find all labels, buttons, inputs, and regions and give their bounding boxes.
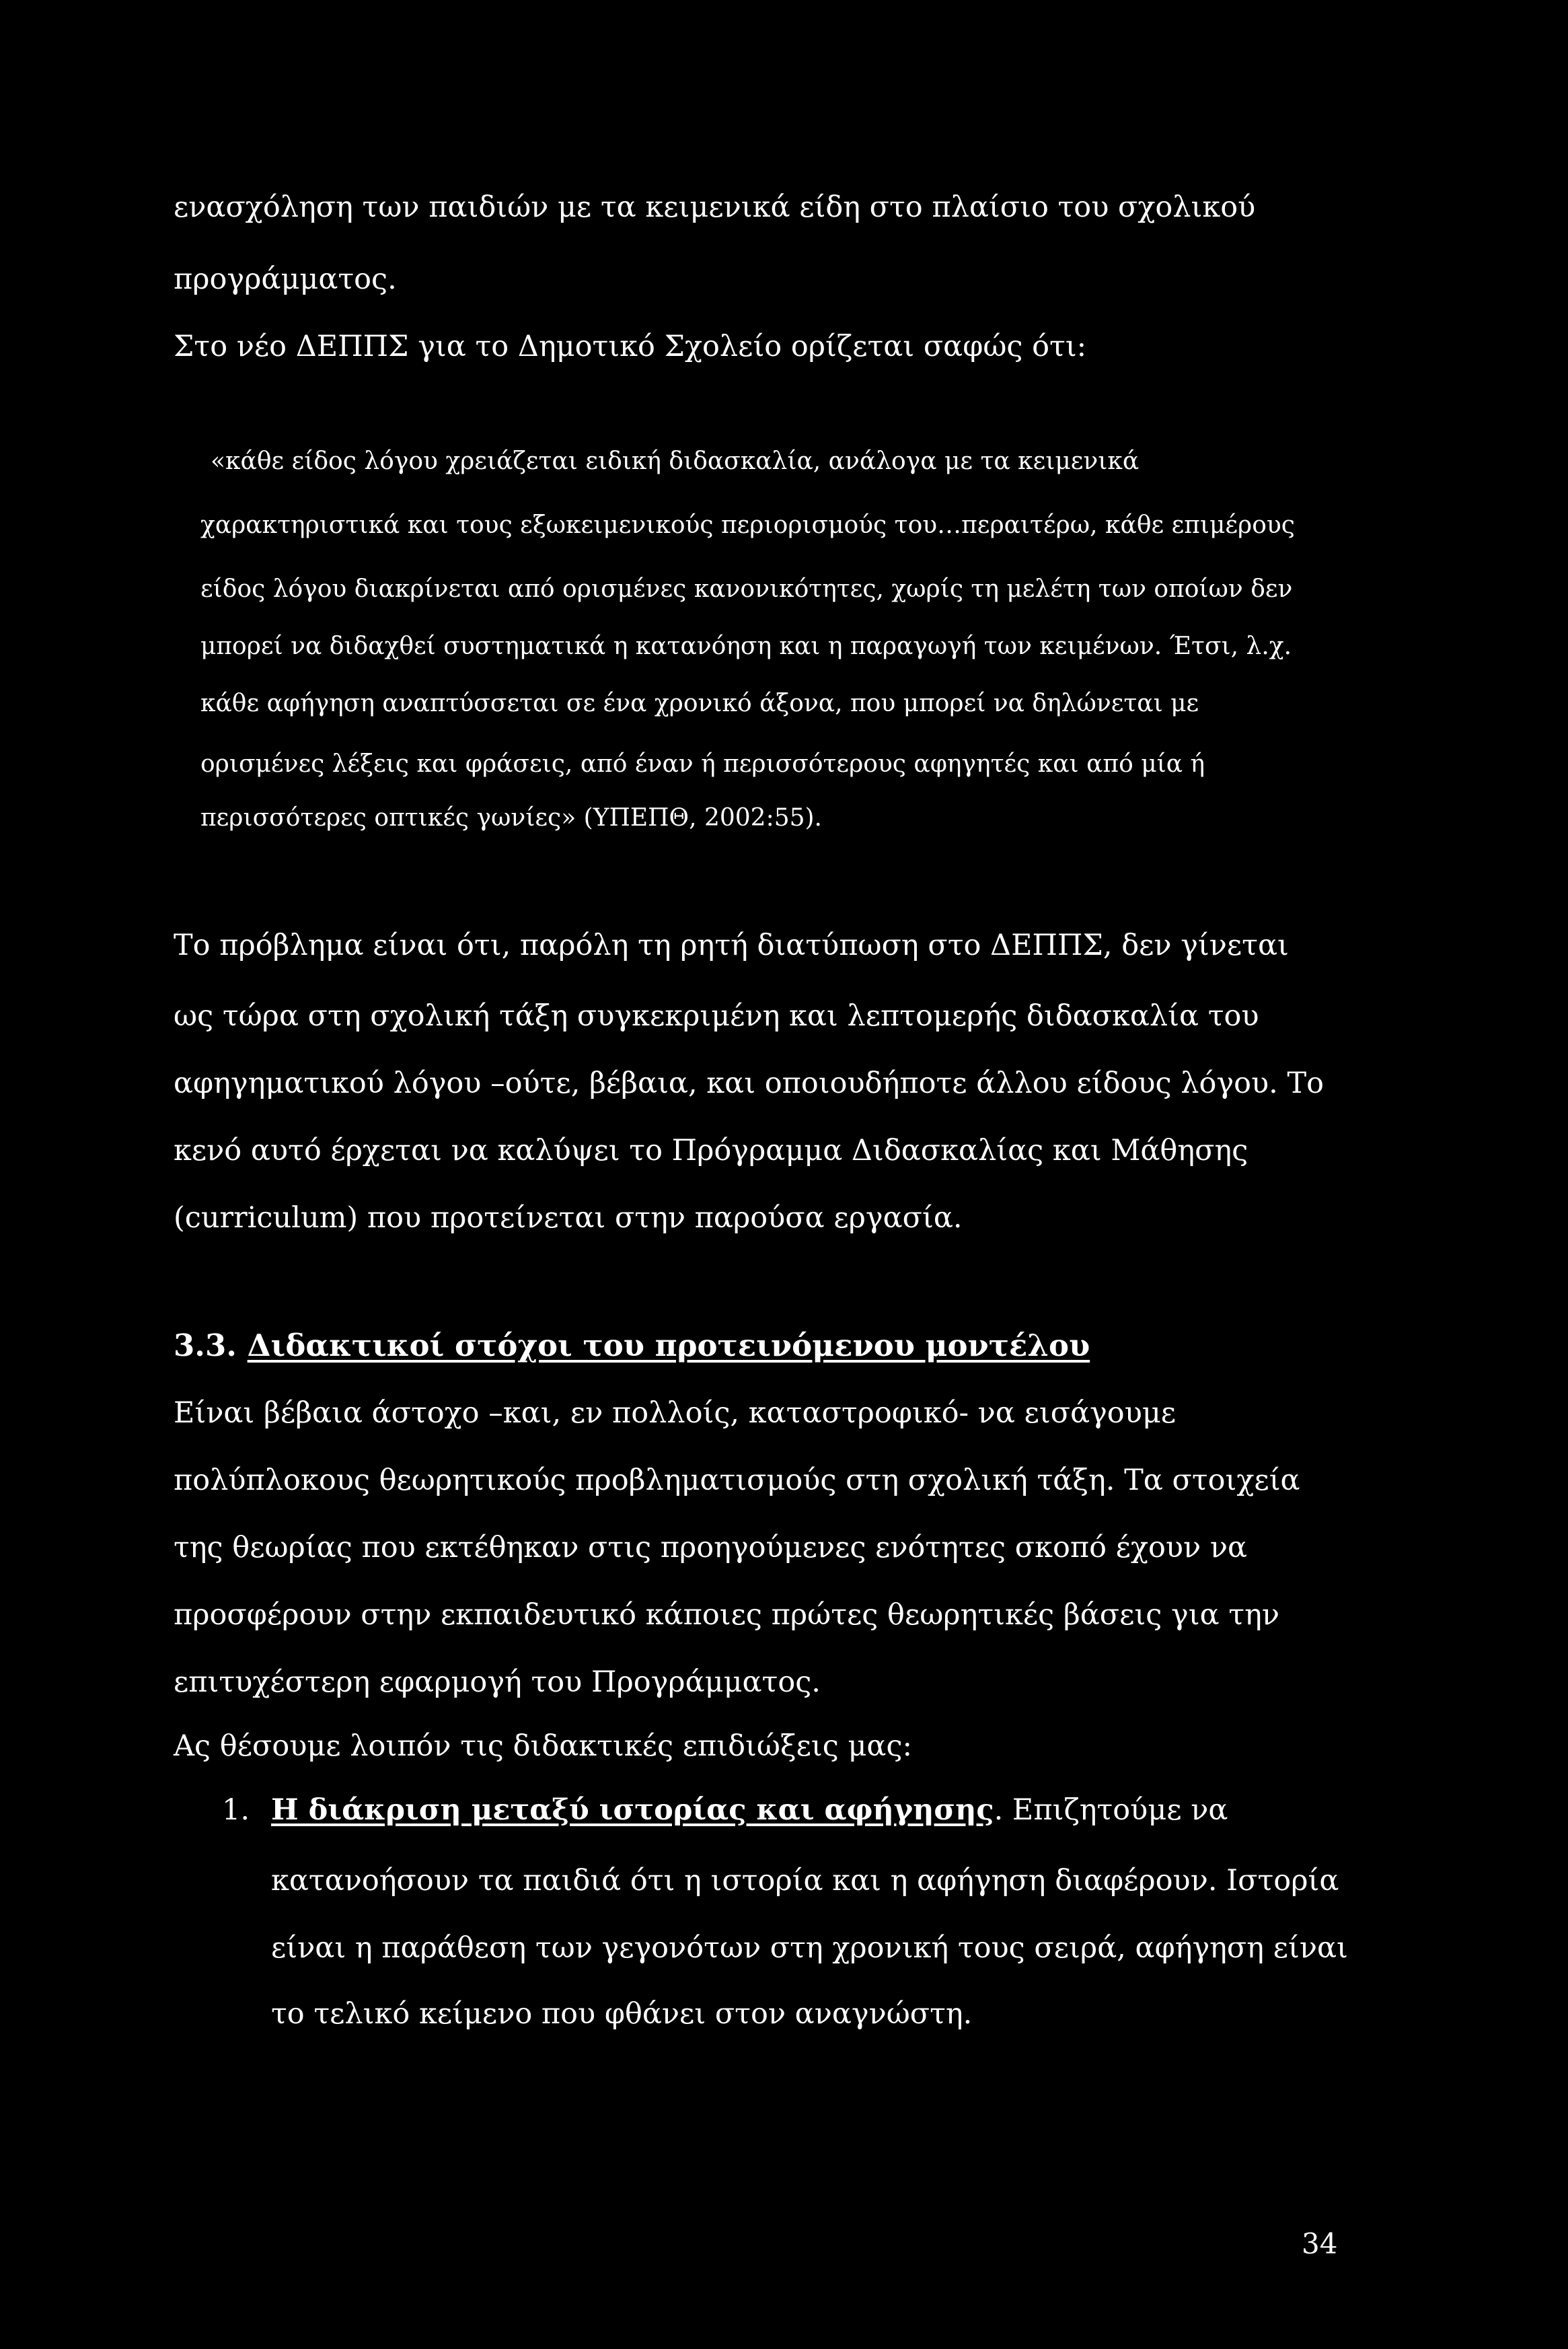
section-line: προσφέρουν στην εκπαιδευτικό κάποιες πρώτες θεωρητικές βάσεις για την	[174, 1598, 1279, 1632]
intro-line-1: ενασχόληση των παιδιών με τα κειμενικά είδη στο πλαίσιο του σχολικού	[174, 190, 1256, 224]
section-line: Είναι βέβαια άστοχο –και, εν πολλοίς, καταστροφικό- να εισάγουμε	[174, 1396, 1177, 1430]
list-item-rest: . Επιζητούμε να	[994, 1793, 1228, 1827]
list-item-line: το τελικό κείμενο που φθάνει στον αναγνώστη.	[271, 1997, 973, 2031]
paragraph-line: αφηγηματικού λόγου –ούτε, βέβαια, και οποιουδήποτε άλλου είδους λόγου. Το	[174, 1067, 1324, 1100]
list-item-line: είναι η παράθεση των γεγονότων στη χρονική τους σειρά, αφήγηση είναι	[271, 1931, 1348, 1965]
intro-line-2: προγράμματος.	[174, 262, 397, 296]
paragraph-line: κενό αυτό έρχεται να καλύψει το Πρόγραμμα Διδασκαλίας και Μάθησης	[174, 1134, 1248, 1167]
section-line: Ας θέσουμε λοιπόν τις διδακτικές επιδιώξεις μας:	[174, 1729, 913, 1763]
section-line: της θεωρίας που εκτέθηκαν στις προηγούμενες ενότητες σκοπό έχουν να	[174, 1531, 1248, 1564]
section-number: 3.3.	[174, 1328, 237, 1363]
list-item-line: κατανοήσουν τα παιδιά ότι η ιστορία και η αφήγηση διαφέρουν. Ιστορία	[271, 1864, 1339, 1898]
list-item-number: 1.	[222, 1793, 250, 1827]
paragraph-line: Το πρόβλημα είναι ότι, παρόλη τη ρητή διατύπωση στο ΔΕΠΠΣ, δεν γίνεται	[174, 929, 1289, 962]
section-heading	[174, 1328, 1090, 1363]
quote-line: είδος λόγου διακρίνεται από ορισμένες κανονικότητες, χωρίς τη μελέτη των οποίων δεν	[200, 575, 1293, 603]
quote-line: χαρακτηριστικά και τους εξωκειμενικούς περιορισμούς του…περαιτέρω, κάθε επιμέρους	[200, 511, 1295, 539]
list-item-first-line	[271, 1793, 1228, 1827]
list-item-bold-text: Η διάκριση μεταξύ ιστορίας και αφήγησης	[271, 1793, 994, 1827]
quote-line: κάθε αφήγηση αναπτύσσεται σε ένα χρονικό άξονα, που μπορεί να δηλώνεται με	[200, 690, 1199, 717]
section-title: Διδακτικοί στόχοι του προτεινόμενου μοντέλου	[247, 1328, 1090, 1363]
page-number: 34	[1302, 2227, 1338, 2260]
section-line: πολύπλοκους θεωρητικούς προβληματισμούς στη σχολική τάξη. Τα στοιχεία	[174, 1463, 1300, 1497]
quote-line: ορισμένες λέξεις και φράσεις, από έναν ή περισσότερους αφηγητές και από μία ή	[200, 750, 1205, 778]
paragraph-line: (curriculum) που προτείνεται στην παρούσα εργασία.	[174, 1201, 963, 1235]
quote-line: περισσότερες οπτικές γωνίες» (ΥΠΕΠΘ, 2002:55).	[200, 804, 822, 832]
intro-line-3: Στο νέο ΔΕΠΠΣ για το Δημοτικό Σχολείο ορίζεται σαφώς ότι:	[174, 330, 1087, 363]
quote-line: μπορεί να διδαχθεί συστηματικά η κατανόηση και η παραγωγή των κειμένων. Έτσι, λ.χ.	[200, 633, 1292, 660]
section-line: επιτυχέστερη εφαρμογή του Προγράμματος.	[174, 1665, 821, 1699]
quote-line: «κάθε είδος λόγου χρειάζεται ειδική διδασκαλία, ανάλογα με τα κειμενικά	[211, 447, 1140, 475]
paragraph-line: ως τώρα στη σχολική τάξη συγκεκριμένη και λεπτομερής διδασκαλία του	[174, 999, 1259, 1033]
